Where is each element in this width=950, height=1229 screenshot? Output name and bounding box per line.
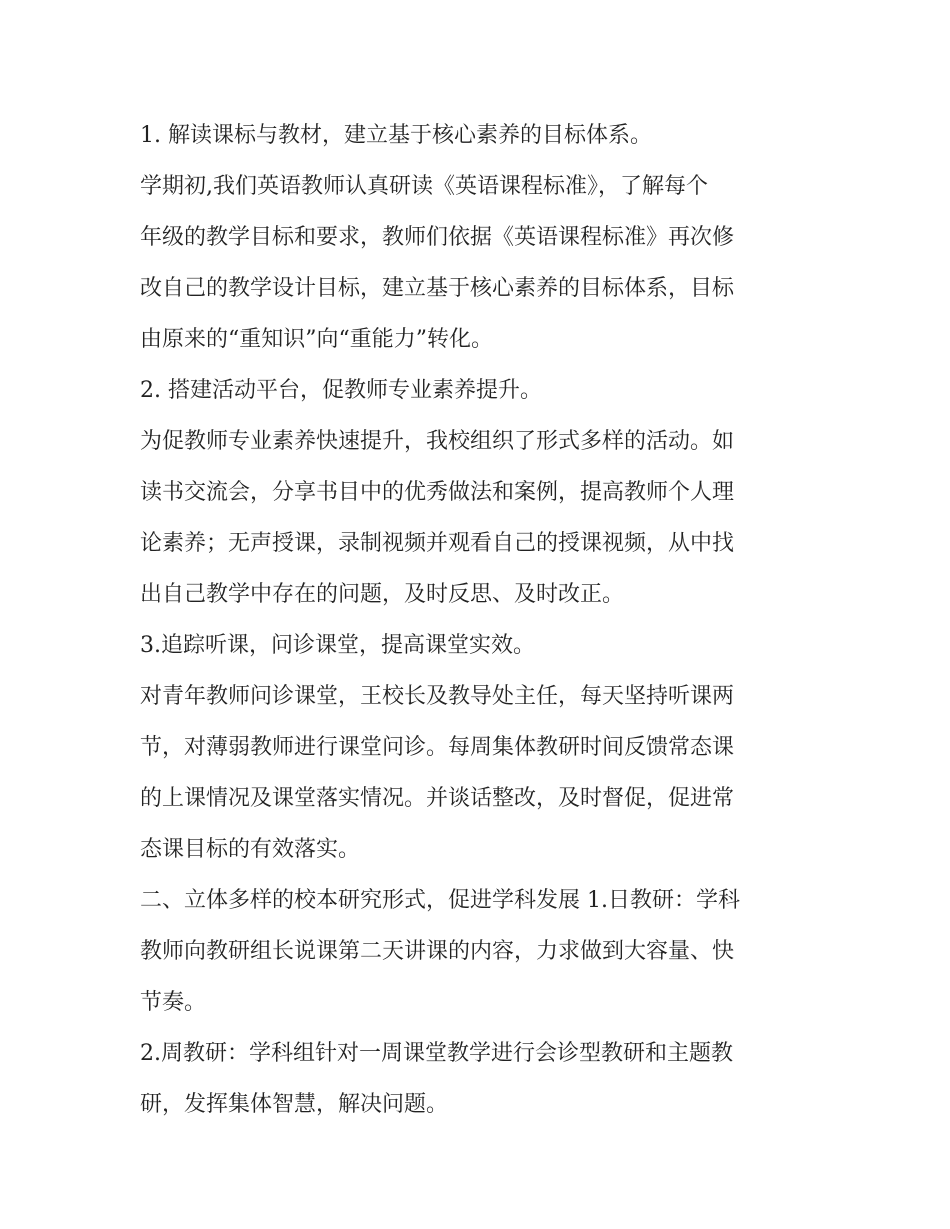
paragraph-line: 的上课情况及课堂落实情况。并谈话整改，及时督促，促进常 — [140, 786, 735, 811]
paragraph-line: 态课目标的有效落实。 — [140, 837, 361, 862]
paragraph-line: 节，对薄弱教师进行课堂问诊。每周集体教研时间反馈常态课 — [140, 735, 735, 760]
section-heading-3: 3.追踪听课，问诊课堂，提高课堂实效。 — [140, 633, 535, 658]
section-heading-2: 2. 搭建活动平台，促教师专业素养提升。 — [140, 378, 542, 403]
paragraph-line: 读书交流会，分享书目中的优秀做法和案例，提高教师个人理 — [140, 480, 735, 505]
paragraph-line: 教师向教研组长说课第二天讲课的内容，力求做到大容量、快 — [140, 939, 735, 964]
paragraph-line: 学期初,我们英语教师认真研读《英语课程标准》，了解每个 — [140, 174, 708, 199]
paragraph-line: 论素养；无声授课，录制视频并观看自己的授课视频，从中找 — [140, 531, 735, 556]
paragraph-line: 对青年教师问诊课堂，王校长及教导处主任，每天坚持听课两 — [140, 684, 735, 709]
document-body — [140, 110, 820, 1130]
paragraph-line: 改自己的教学设计目标，建立基于核心素养的目标体系，目标 — [140, 276, 735, 301]
paragraph-line: 研，发挥集体智慧，解决问题。 — [140, 1092, 449, 1117]
paragraph-line: 出自己教学中存在的问题，及时反思、及时改正。 — [140, 582, 625, 607]
paragraph-line: 年级的教学目标和要求，教师们依据《英语课程标准》再次修 — [140, 225, 735, 250]
paragraph-line: 2.周教研：学科组针对一周课堂教学进行会诊型教研和主题教 — [140, 1041, 733, 1066]
section-heading-1: 1. 解读课标与教材，建立基于核心素养的目标体系。 — [140, 123, 652, 148]
paragraph-line: 为促教师专业素养快速提升，我校组织了形式多样的活动。如 — [140, 429, 735, 454]
section-heading-4: 二、立体多样的校本研究形式，促进学科发展 1.日教研：学科 — [140, 888, 740, 913]
paragraph-line: 由原来的“重知识”向“重能力”转化。 — [140, 327, 493, 352]
paragraph-line: 节奏。 — [140, 990, 207, 1015]
